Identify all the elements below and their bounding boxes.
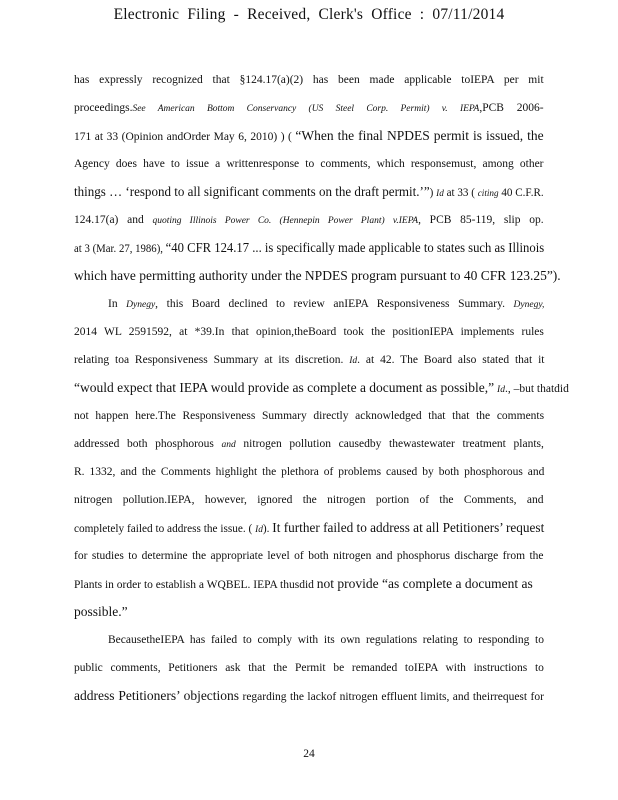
body-text: not happen here.The Responsiveness Summary directly acknowledged that that the comments (74, 410, 545, 422)
citation-text: Id (255, 525, 263, 535)
body-text: , this Board declined to review anIEPA Responsiveness Summary. (155, 298, 514, 310)
text-line (74, 486, 544, 514)
line-content (74, 654, 544, 682)
line-content (74, 402, 544, 430)
quoted-text: It further failed to address at all Petitioners’ request (272, 520, 545, 535)
body-text: ). (262, 523, 273, 535)
text-line (74, 346, 544, 374)
citation-text: Dynegy (126, 300, 156, 310)
line-content (74, 178, 544, 206)
filing-header: Electronic Filing - Received, Clerk's Office : 07/11/2014 (113, 6, 505, 23)
line-content (74, 122, 544, 150)
document-body (74, 66, 569, 710)
text-line (74, 402, 544, 430)
line-content (74, 262, 561, 290)
body-text: ) (429, 187, 437, 199)
text-line (74, 458, 544, 486)
body-text: proceedings. (74, 102, 133, 114)
line-content (74, 234, 544, 262)
body-text: regarding the lackof nitrogen effluent limits, and theirrequest for (239, 691, 544, 703)
line-content (74, 346, 544, 374)
quoted-text: things … ‘respond to all significant comments on the draft permit.’” (74, 184, 430, 199)
line-content (74, 94, 544, 122)
text-line (74, 626, 544, 654)
line-content (74, 318, 544, 346)
quoted-text: “When the final NPDES permit is issued, the (295, 128, 544, 143)
body-text: at 33 ( (443, 187, 478, 199)
text-line (74, 150, 544, 178)
quoted-text: address Petitioners’ objections (74, 688, 240, 703)
text-line (74, 654, 544, 682)
body-text: ., –but thatdid (504, 383, 569, 395)
line-content (74, 430, 544, 458)
line-content (108, 626, 544, 654)
citation-text: Id (436, 189, 444, 199)
line-content (74, 598, 128, 626)
body-text: 171 at 33 (Opinion andOrder May 6, 2010) ) ( (74, 131, 296, 143)
body-text: 2014 WL 2591592, at *39.In that opinion,theBoard took the positionIEPA implements rules (74, 326, 544, 338)
citation-text: Id (349, 356, 358, 366)
quoted-text: not provide “as complete a document as (316, 576, 533, 591)
text-line (74, 318, 544, 346)
body-text: 40 C.F.R. (498, 187, 544, 199)
text-line (74, 570, 544, 598)
body-text: has expressly recognized that §124.17(a)(2) has been made applicable toIEPA per mit (74, 74, 544, 86)
citation-text: Id (497, 385, 505, 395)
line-content (74, 374, 569, 402)
text-line (74, 262, 561, 290)
text-line (74, 178, 544, 206)
body-text: Plants in order to establish a WQBEL. IEPA thusdid (74, 579, 317, 591)
text-line (74, 122, 544, 150)
body-text: public comments, Petitioners ask that the Permit be remanded toIEPA with instructions to (74, 662, 544, 674)
quoted-text: possible.” (74, 604, 128, 619)
line-content (74, 486, 544, 514)
body-text: nitrogen pollution causedby thewastewater treatment plants, (235, 438, 544, 450)
citation-text: See American Bottom Conservancy (US Steel Corp. Permit) v. IEPA (132, 104, 480, 114)
body-text: 124.17(a) and (74, 214, 153, 226)
body-text: In (108, 298, 127, 310)
line-content (108, 290, 544, 318)
body-text: at 3 (Mar. 27, 1986), (74, 243, 166, 255)
body-text: Agency does have to issue a writtenresponse to comments, which responsemust, among other (74, 158, 544, 170)
page-number: 24 (303, 748, 315, 760)
body-text: BecausetheIEPA has failed to comply with its own regulations relating to responding to (108, 634, 545, 646)
text-line (74, 514, 544, 542)
text-line (74, 290, 544, 318)
citation-text: quoting Illinois Power Co. (Hennepin Power Plant) v.IEPA (152, 216, 419, 226)
body-text: , PCB 85-119, slip op. (418, 214, 544, 226)
line-content (74, 682, 544, 710)
citation-text: citing (477, 189, 499, 199)
line-content (74, 570, 533, 598)
line-content (74, 514, 544, 542)
body-text: relating toa Responsiveness Summary at its discretion. (74, 354, 350, 366)
body-text: completely failed to address the issue. ( (74, 523, 256, 535)
body-text: for studies to determine the appropriate level of both nitrogen and phosphorus discharge from the (74, 550, 544, 562)
body-text: ,PCB 2006- (479, 102, 544, 114)
line-content (74, 206, 544, 234)
quoted-text: “40 CFR 124.17 ... is specifically made applicable to states such as Illinois (165, 240, 545, 255)
body-text: addressed both phosphorous (74, 438, 222, 450)
body-text: R. 1332, and the Comments highlight the plethora of problems caused by both phosphorous and (74, 466, 545, 478)
text-line (74, 234, 544, 262)
citation-text: Dynegy, (513, 300, 545, 310)
text-line (74, 598, 544, 626)
line-content (74, 150, 544, 178)
text-line (74, 542, 544, 570)
line-content (74, 66, 544, 94)
text-line (74, 206, 544, 234)
citation-text: and (221, 440, 236, 450)
body-text: nitrogen pollution.IEPA, however, ignored the nitrogen portion of the Comments, and (74, 494, 544, 506)
line-content (74, 542, 544, 570)
text-line (74, 430, 544, 458)
quoted-text: which have permitting authority under the NPDES program pursuant to 40 CFR 123.25”). (74, 268, 561, 283)
text-line (74, 66, 544, 94)
line-content (74, 458, 544, 486)
text-line (74, 682, 544, 710)
quoted-text: “would expect that IEPA would provide as complete a document as possible,” (74, 380, 495, 395)
body-text: . at 42. The Board also stated that it (357, 354, 545, 366)
text-line (74, 94, 544, 122)
text-line (74, 374, 569, 402)
